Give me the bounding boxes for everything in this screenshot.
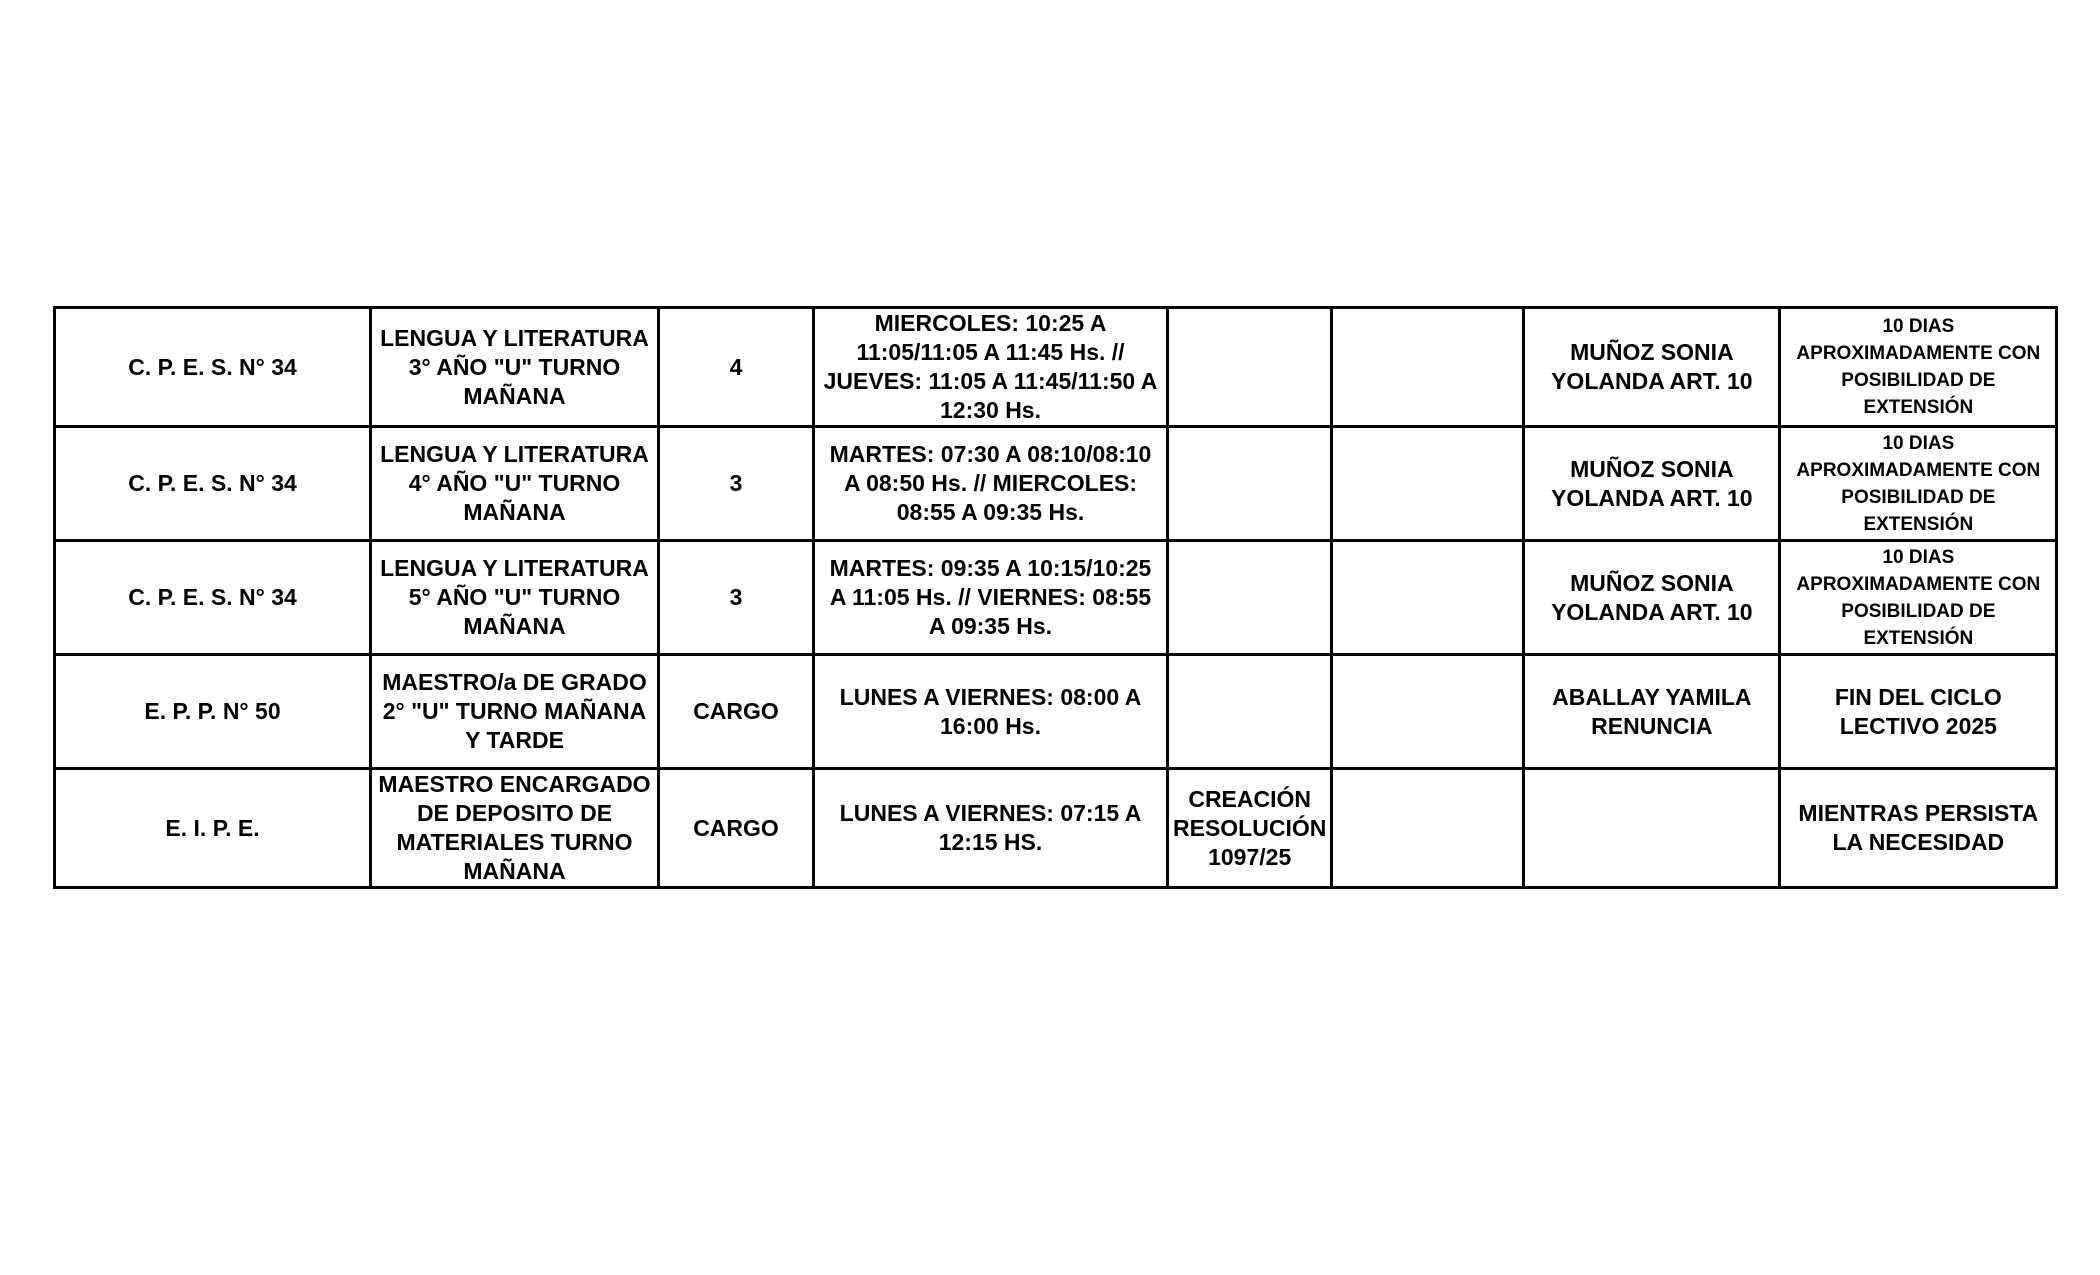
school-cell: E. P. P. N° 50 (55, 655, 371, 769)
schedule-cell: MARTES: 07:30 A 08:10/08:10 A 08:50 Hs. // MIERCOLES: 08:55 A 09:35 Hs. (814, 427, 1168, 541)
blank-cell (1332, 655, 1524, 769)
vacancies-table (53, 306, 2058, 889)
teacher-cell: MUÑOZ SONIA YOLANDA ART. 10 (1524, 308, 1780, 427)
hours-cell: 3 (659, 541, 814, 655)
school-cell: C. P. E. S. N° 34 (55, 308, 371, 427)
school-cell: C. P. E. S. N° 34 (55, 541, 371, 655)
table-row (55, 427, 2057, 541)
schedule-cell: LUNES A VIERNES: 07:15 A 12:15 HS. (814, 769, 1168, 888)
reason-cell (1168, 655, 1332, 769)
duration-cell: 10 DIAS APROXIMADAMENTE CON POSIBILIDAD DE EXTENSIÓN (1780, 427, 2057, 541)
table-row (55, 308, 2057, 427)
duration-cell: 10 DIAS APROXIMADAMENTE CON POSIBILIDAD DE EXTENSIÓN (1780, 308, 2057, 427)
schedule-cell: LUNES A VIERNES: 08:00 A 16:00 Hs. (814, 655, 1168, 769)
subject-cell: MAESTRO/a DE GRADO 2° "U" TURNO MAÑANA Y TARDE (371, 655, 659, 769)
school-cell: C. P. E. S. N° 34 (55, 427, 371, 541)
duration-cell: 10 DIAS APROXIMADAMENTE CON POSIBILIDAD DE EXTENSIÓN (1780, 541, 2057, 655)
teacher-cell (1524, 769, 1780, 888)
subject-cell: LENGUA Y LITERATURA 4° AÑO "U" TURNO MAÑANA (371, 427, 659, 541)
blank-cell (1332, 769, 1524, 888)
reason-cell (1168, 427, 1332, 541)
hours-cell: 4 (659, 308, 814, 427)
hours-cell: 3 (659, 427, 814, 541)
duration-cell: MIENTRAS PERSISTA LA NECESIDAD (1780, 769, 2057, 888)
table-row (55, 655, 2057, 769)
reason-cell (1168, 541, 1332, 655)
teacher-cell: ABALLAY YAMILA RENUNCIA (1524, 655, 1780, 769)
reason-cell: CREACIÓN RESOLUCIÓN 1097/25 (1168, 769, 1332, 888)
reason-cell (1168, 308, 1332, 427)
subject-cell: LENGUA Y LITERATURA 3° AÑO "U" TURNO MAÑANA (371, 308, 659, 427)
blank-cell (1332, 541, 1524, 655)
subject-cell: MAESTRO ENCARGADO DE DEPOSITO DE MATERIALES TURNO MAÑANA (371, 769, 659, 888)
schedule-cell: MIERCOLES: 10:25 A 11:05/11:05 A 11:45 Hs. // JUEVES: 11:05 A 11:45/11:50 A 12:30 Hs. (814, 308, 1168, 427)
teacher-cell: MUÑOZ SONIA YOLANDA ART. 10 (1524, 427, 1780, 541)
blank-cell (1332, 308, 1524, 427)
subject-cell: LENGUA Y LITERATURA 5° AÑO "U" TURNO MAÑANA (371, 541, 659, 655)
table-row (55, 541, 2057, 655)
blank-cell (1332, 427, 1524, 541)
duration-cell: FIN DEL CICLO LECTIVO 2025 (1780, 655, 2057, 769)
hours-cell: CARGO (659, 769, 814, 888)
hours-cell: CARGO (659, 655, 814, 769)
table-row (55, 769, 2057, 888)
school-cell: E. I. P. E. (55, 769, 371, 888)
schedule-cell: MARTES: 09:35 A 10:15/10:25 A 11:05 Hs. // VIERNES: 08:55 A 09:35 Hs. (814, 541, 1168, 655)
teacher-cell: MUÑOZ SONIA YOLANDA ART. 10 (1524, 541, 1780, 655)
